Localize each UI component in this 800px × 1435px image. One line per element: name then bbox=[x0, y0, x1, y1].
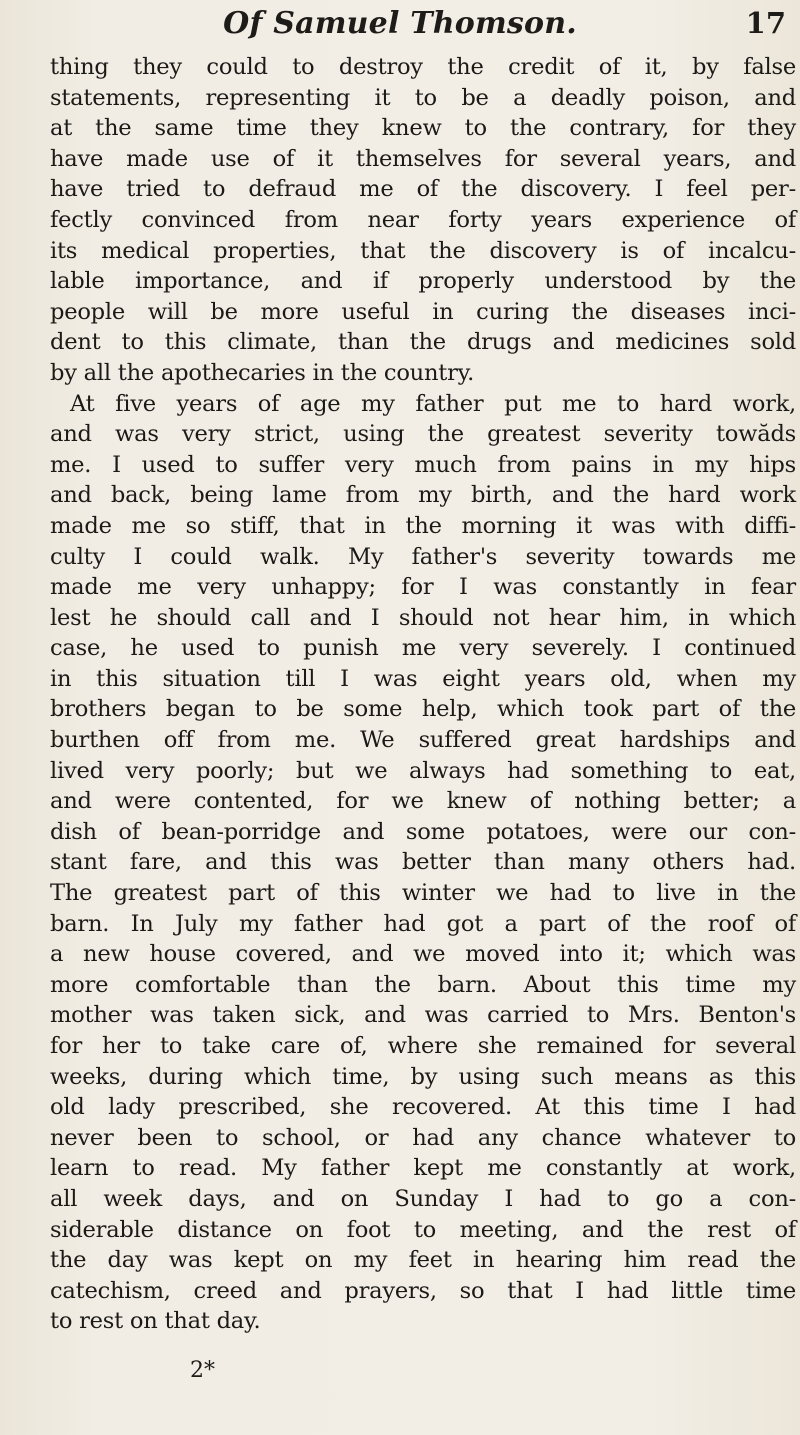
text-line: and was very strict, using the greatest severity towăds bbox=[50, 421, 796, 448]
text-line: me. I used to suffer very much from pains in my hips bbox=[50, 451, 796, 478]
signature-mark: 2* bbox=[190, 1358, 215, 1383]
text-line: for her to take care of, where she remained for several bbox=[50, 1033, 796, 1059]
text-line: mother was taken sick, and was carried to Mrs. Benton's bbox=[50, 1002, 796, 1029]
text-line: case, he used to punish me very severely. I continued bbox=[50, 635, 796, 662]
text-line: at the same time they knew to the contrary, for they bbox=[50, 115, 796, 142]
text-line: weeks, during which time, by using such means as this bbox=[50, 1063, 796, 1090]
text-line: statements, representing it to be a deadly poison, and bbox=[50, 84, 796, 111]
text-line: in this situation till I was eight years old, when my bbox=[50, 665, 796, 692]
text-line: to rest on that day. bbox=[50, 1308, 261, 1335]
text-line: stant fare, and this was better than many others had. bbox=[50, 849, 796, 876]
paragraph-start-line: At five years of age my father put me to hard work, bbox=[70, 390, 796, 417]
text-line: dent to this climate, than the drugs and medicines sold bbox=[50, 329, 796, 356]
text-line: brothers began to be some help, which took part of the bbox=[50, 696, 796, 723]
text-line: made me so stiff, that in the morning it was with diffi- bbox=[50, 512, 796, 539]
text-line: have tried to defraud me of the discovery. I feel per- bbox=[50, 176, 796, 203]
text-line: by all the apothecaries in the country. bbox=[50, 359, 475, 386]
page-number: 17 bbox=[745, 6, 786, 40]
running-title: Of Samuel Thomson. bbox=[223, 6, 577, 41]
text-line: and were contented, for we knew of nothing better; a bbox=[50, 788, 796, 815]
text-line: all week days, and on Sunday I had to go a con- bbox=[50, 1185, 796, 1212]
text-line: never been to school, or had any chance whatever to bbox=[50, 1124, 796, 1151]
text-line: The greatest part of this winter we had to live in the bbox=[50, 880, 796, 907]
text-line: culty I could walk. My father's severity towards me bbox=[50, 543, 796, 570]
text-line: and back, being lame from my birth, and the hard work bbox=[50, 482, 796, 509]
text-line: lived very poorly; but we always had something to eat, bbox=[50, 757, 796, 784]
text-line: lable importance, and if properly understood by the bbox=[50, 268, 796, 295]
text-line: made me very unhappy; for I was constantly in fear bbox=[50, 574, 796, 601]
text-line: people will be more useful in curing the diseases inci- bbox=[50, 298, 796, 325]
text-line: siderable distance on foot to meeting, and the rest of bbox=[50, 1216, 796, 1243]
text-line: fectly convinced from near forty years experience of bbox=[50, 206, 796, 233]
text-line: have made use of it themselves for several years, and bbox=[50, 145, 796, 172]
text-line: thing they could to destroy the credit of it, by false bbox=[50, 54, 796, 80]
text-line: the day was kept on my feet in hearing him read the bbox=[50, 1247, 796, 1274]
text-line: more comfortable than the barn. About this time my bbox=[50, 971, 796, 998]
text-line: old lady prescribed, she recovered. At this time I had bbox=[50, 1094, 796, 1121]
text-line: barn. In July my father had got a part of the roof of bbox=[50, 910, 796, 937]
text-line: catechism, creed and prayers, so that I had little time bbox=[50, 1277, 796, 1304]
text-line: its medical properties, that the discovery is of incalcu- bbox=[50, 237, 796, 264]
running-head bbox=[0, 4, 800, 48]
text-line: a new house covered, and we moved into it; which was bbox=[50, 941, 796, 968]
text-line: dish of bean-porridge and some potatoes, were our con- bbox=[50, 818, 796, 845]
text-line: burthen off from me. We suffered great hardships and bbox=[50, 727, 796, 754]
text-line: learn to read. My father kept me constantly at work, bbox=[50, 1155, 796, 1182]
text-line: lest he should call and I should not hear him, in which bbox=[50, 604, 796, 631]
body-text bbox=[50, 52, 796, 1337]
